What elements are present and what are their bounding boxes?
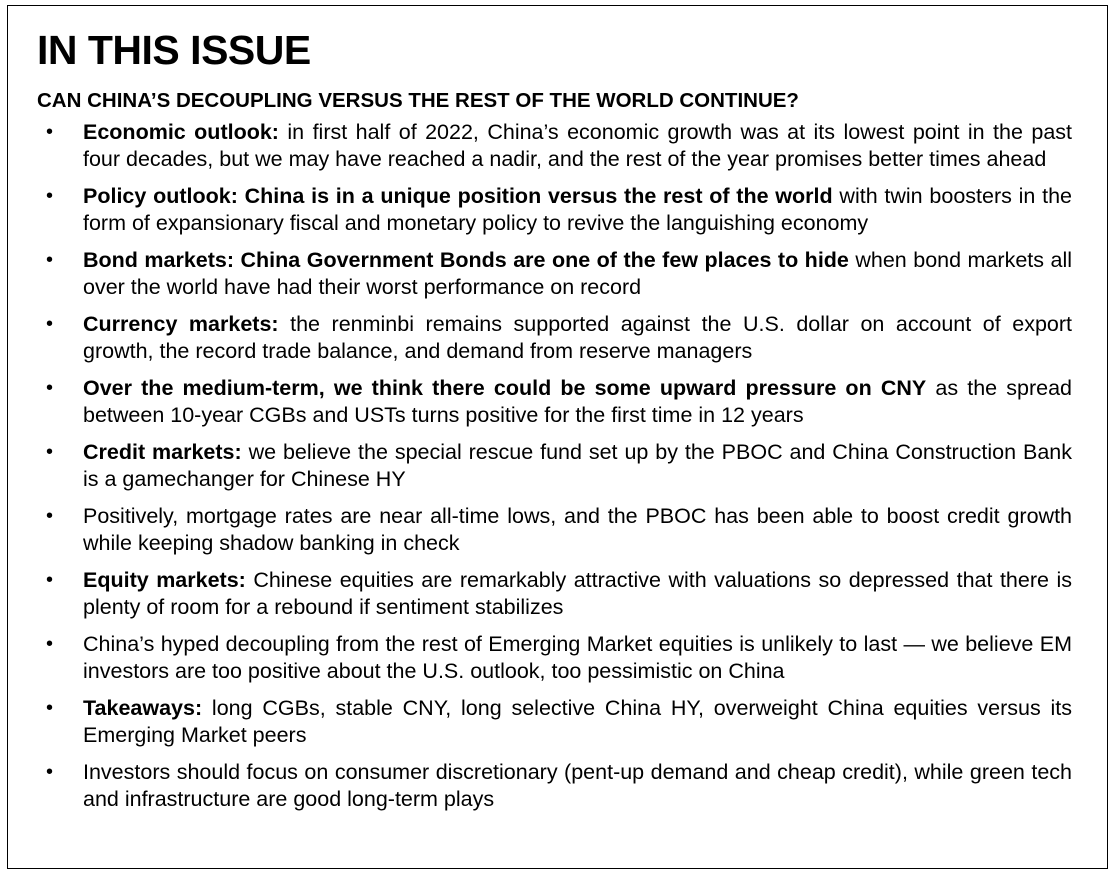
bullet-text: China’s hyped decoupling from the rest of Emerging Market equities is unlikely to last — we believe EM investors are too positive about the U.S. outlook, too pessimistic on China: [83, 632, 1072, 683]
bullet-lead: Policy outlook: China is in a unique position versus the rest of the world: [83, 184, 833, 208]
bullet-lead: Bond markets: China Government Bonds are one of the few places to hide: [83, 248, 849, 272]
bullet-item-economic-outlook: [37, 119, 1072, 173]
page-title: IN THIS ISSUE: [37, 27, 311, 73]
bullet-text: in first half of 2022, China’s economic growth was at its lowest point in the past four decades, but we may have reached a nadir, and the rest of the year promises better times ahead: [83, 120, 1073, 171]
bullet-item-equity-markets: [37, 567, 1072, 621]
bullet-item-credit-markets: [37, 439, 1072, 493]
bullet-text: Positively, mortgage rates are near all-time lows, and the PBOC has been able to boost credit growth while keeping shadow banking in check: [83, 504, 1072, 555]
bullet-icon: •: [46, 377, 54, 399]
bullet-icon: •: [46, 761, 54, 783]
bullet-lead: Over the medium-term, we think there could be some upward pressure on CNY: [83, 376, 927, 400]
bullet-item-em-decoupling: [37, 631, 1072, 685]
bullet-item-bond-markets: [37, 247, 1072, 301]
bullet-icon: •: [46, 249, 54, 271]
bullet-icon: •: [46, 185, 54, 207]
bullet-lead: Takeaways:: [83, 696, 203, 720]
bullet-text: with twin boosters in the form of expansionary fiscal and monetary policy to revive the languishing economy: [83, 184, 1072, 235]
bullet-icon: •: [46, 441, 54, 463]
bullet-item-cny-pressure: [37, 375, 1072, 429]
bullet-text: long CGBs, stable CNY, long selective China HY, overweight China equities versus its Emerging Market peers: [83, 696, 1072, 747]
bullet-item-mortgage-rates: [37, 503, 1072, 557]
bullet-list: [37, 119, 1072, 823]
bullet-lead: Credit markets:: [83, 440, 242, 464]
bullet-item-takeaways: [37, 695, 1072, 749]
bullet-icon: •: [46, 313, 54, 335]
bullet-item-policy-outlook: [37, 183, 1072, 237]
bullet-text: as the spread between 10-year CGBs and USTs turns positive for the first time in 12 years: [83, 376, 1072, 427]
bullet-text: when bond markets all over the world have had their worst performance on record: [83, 248, 1073, 299]
bullet-icon: •: [46, 633, 54, 655]
bullet-icon: •: [46, 121, 54, 143]
bullet-lead: Economic outlook:: [83, 120, 279, 144]
bullet-icon: •: [46, 569, 54, 591]
bullet-icon: •: [46, 505, 54, 527]
section-subtitle: CAN CHINA’S DECOUPLING VERSUS THE REST OF THE WORLD CONTINUE?: [37, 89, 799, 112]
bullet-text: Chinese equities are remarkably attractive with valuations so depressed that there is plenty of room for a rebound if sentiment stabilizes: [83, 568, 1072, 619]
bullet-lead: Equity markets:: [83, 568, 246, 592]
bullet-text: we believe the special rescue fund set up by the PBOC and China Construction Bank is a gamechanger for Chinese HY: [83, 440, 1072, 491]
bullet-text: the renminbi remains supported against the U.S. dollar on account of export growth, the record trade balance, and demand from reserve managers: [83, 312, 1072, 363]
bullet-item-currency-markets: [37, 311, 1072, 365]
bullet-lead: Currency markets:: [83, 312, 279, 336]
bullet-item-investor-focus: [37, 759, 1072, 813]
bullet-icon: •: [46, 697, 54, 719]
bullet-text: Investors should focus on consumer discretionary (pent-up demand and cheap credit), while green tech and infrastructure are good long-term plays: [83, 760, 1072, 811]
